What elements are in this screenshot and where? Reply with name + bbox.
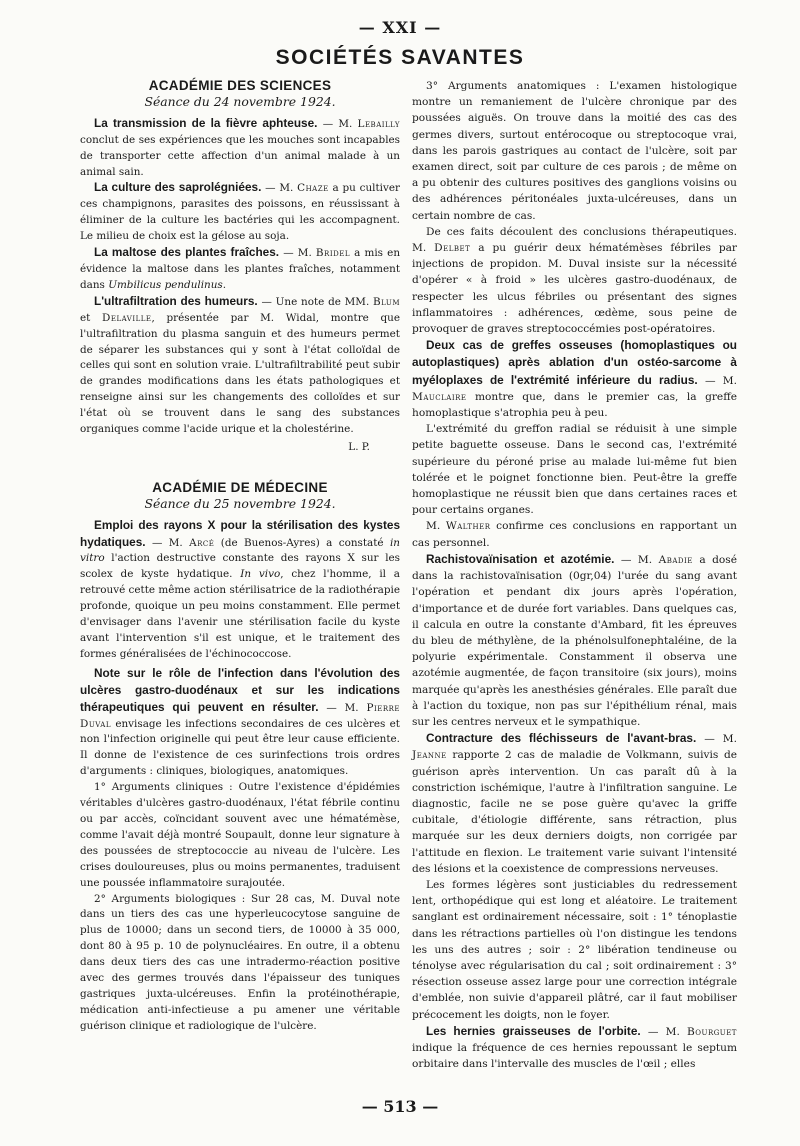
academie-medecine-heading: ACADÉMIE DE MÉDECINE — [152, 479, 328, 495]
paragraph-ultrafiltration: L'ultrafiltration des humeurs. — Une note de MM. Blum et Delaville, présentée par M. Widal, montre que l'ultrafiltration du plasma sanguin et des humeurs permet de séparer les substances qui y sont à l'état colloïdal de celles qui sont en solution vraie. L'ultrafiltrabilité peut subir de grandes modifications dans les états pathologiques et renseigne ainsi sur les changements des colloïdes et sur l'état où se trouvent dans le sang des substances organiques comme l'acide urique et la cholestérine. — [80, 293, 400, 436]
left-column — [80, 78, 400, 1035]
paragraph-hernies-graisseuses: Les hernies graisseuses de l'orbite. — M. Bourguet indique la fréquence de ces hernies repoussant le septum orbitaire dans l'intervalle des muscles de l'œil ; elles — [412, 1023, 737, 1071]
paragraph-conclusions-therapeutiques: De ces faits découlent des conclusions thérapeutiques. M. Delbet a pu guérir deux hématémèses fébriles par injections de propidon. M. Duval insiste sur la nécessité d'opérer « à froid » les ulcères gastro-duodénaux, de respecter les ulcus fébriles ou présentant des signes inflammatoires : adhérences, œdème, sous peine de provoquer de graves streptococcémies post-opératoires. — [412, 225, 737, 336]
paragraph-arguments-anatomiques: 3° Arguments anatomiques : L'examen histologique montre un remaniement de l'ulcère chronique par des poussées aiguës. On trouve dans la moitié des cas des germes divers, surtout entérocoque ou streptocoque vrai, dans les parois gastriques au contact de l'ulcère, soit par examen direct, soit par culture de ces parois ; de même on a pu obtenir des cultures positives des ganglions voisins ou des adhérences péritonéales juxta-ulcéreuses, dans un certain nombre de cas. — [412, 80, 737, 222]
paragraph-rachistovainisation: Rachistovaïnisation et azotémie. — M. Abadie a dosé dans la rachistovaïnisation (0gr,04) l'urée du sang avant l'opération et pendant dix jours après l'opération, d'importance et de durée fort variables. Dans quelques cas, il calcula en outre la constante d'Ambard, fit les épreuves du bleu de méthylène, de la phénolsulfonephtaléine, de la polyurie expérimentale. Constamment il observa une azotémie augmentée, de façon transitoire (six jours), moins marquée qu'après les anesthésies générales. Elle paraît due à l'action du toxique, non pas sur l'épithélium rénal, mais sur les centres nerveux et le sympathique. — [412, 551, 737, 728]
paragraph-arguments-cliniques: 1° Arguments cliniques : Outre l'existence d'épidémies véritables d'ulcères gastro-duodénaux, l'état fébrile continu ou par accès, coïncidant souvent avec une hématémèse, comme l'avait déjà montré Soupault, donne leur signature à des poussées de streptococcie au niveau de l'ulcère. Les crises douloureuses, plus ou moins permanentes, traduisent une poussée inflammatoire surajoutée. — [80, 781, 400, 889]
seance-date-medecine: Séance du 25 novembre 1924. — [144, 495, 336, 511]
academie-sciences-heading: ACADÉMIE DES SCIENCES — [148, 78, 332, 93]
roman-page-number: — XXI — — [358, 18, 442, 37]
paragraph-greffes-osseuses: Deux cas de greffes osseuses (homoplastiques ou autoplastiques) après ablation d'un ostéo-sarcome à myéloplaxes de l'extrémité inférieure du radius. — M. Mauclaire montre que, dans le premier cas, la greffe homoplastique s'atrophia peu à peu. — [412, 338, 737, 420]
paragraph-rayons-x: Emploi des rayons X pour la stérilisation des kystes hydatiques. — M. Arcé (de Buenos-Ayres) a constaté in vitro l'action destructive constante des rayons X sur les scolex de kyste hydatique. In vivo, chez l'homme, il a retrouvé cette même action stérilisatrice de la radiothérapie profonde, quoique un peu moins constamment. Elle permet d'envisager dans l'avenir une stérilisation facile du kyste avant l'intervention s'il est unique, et le traitement des formes généralisées de l'échinococcose. — [80, 517, 401, 660]
paragraph-fievre-aphteuse: La transmission de la fièvre aphteuse. — M. Lebailly conclut de ses expériences que les mouches sont incapables de transporter cette affection d'un animal malade à un animal sain. — [80, 115, 400, 178]
section-title: SOCIÉTÉS SAVANTES — [275, 46, 525, 69]
paragraph-greffon-radial: L'extrémité du greffon radial se réduisit à une simple petite baguette osseuse. Dans le second cas, l'extrémité supérieure du péroné prise au malade lui-même fut bien tolérée et le poignet fonctionne bien. Peut-être la greffe homoplastique ne réussit bien que dans certaines races et pour certains organes. — [412, 423, 737, 517]
signature: L. P. — [348, 440, 370, 453]
paragraph-maltose: La maltose des plantes fraîches. — M. Bridel a mis en évidence la maltose dans les plantes fraîches, notamment dans Umbilicus pendulinus. — [80, 245, 401, 291]
paragraph-contracture: Contracture des fléchisseurs de l'avant-bras. — M. Jeanne rapporte 2 cas de maladie de Volkmann, suivis de guérison après intervention. Un cas paraît dû à la constriction ischémique, l'autre à l'infiltration sanguine. Le diagnostic, facile ne se pose guère qu'avec la griffe cubitale, d'étiologie différente, sans rétraction, plus marquée sur les deux derniers doigts, non corrigée par l'attitude en flexion. Le traitement varie suivant l'intensité des lésions et la coexistence de compressions nerveuses. — [412, 731, 737, 875]
page-number: — 513 — — [361, 1097, 439, 1116]
paragraph-infection-ulceres: Note sur le rôle de l'infection dans l'évolution des ulcères gastro-duodénaux et sur les indications thérapeutiques qui peuvent en résulter. — M. Pierre Duval envisage les infections secondaires de ces ulcères et non l'infection originelle qui peut être leur cause efficiente. Il donne de l'existence de ces surinfections trois ordres d'arguments : cliniques, biologiques, anatomiques. — [80, 665, 400, 778]
paragraph-saprolegniees: La culture des saprolégniées. — M. Chaze a pu cultiver ces champignons, parasites des poissons, en réussissant à éliminer de la culture les bactéries qui les accompagnent. Le milieu de choix est la gélose au soja. — [80, 180, 400, 243]
paragraph-arguments-biologiques: 2° Arguments biologiques : Sur 28 cas, M. Duval note dans un tiers des cas une hyperleucocytose sanguine de plus de 10000; dans un second tiers, de 10000 à 35 000, dont 80 à 95 p. 10 de polynucléaires. En outre, il a obtenu dans deux tiers des cas une intradermo-réaction positive avec des germes trouvés dans l'épaisseur des tuniques gastriques juxta-ulcéreuses. Enfin la protéinothérapie, médication anti-infectieuse a pu amener une véritable guérison clinique et radiologique de l'ulcère. — [80, 892, 400, 1032]
seance-date-sciences: Séance du 24 novembre 1924. — [144, 93, 336, 109]
paragraph-formes-legeres: Les formes légères sont justiciables du redressement lent, orthopédique qui est long et aléatoire. Le traitement sanglant est ordinairement nécessaire, soit : 1° ténoplastie dans les rétractions partielles où l'on distingue les tendons les uns des autres ; soir : 2° libération tendineuse ou ténolyse avec régularisation du cal ; soit ordinairement : 3° résection osseuse assez large pour une correction intégrale d'emblée, non suivie d'appareil plâtré, car il faut mobiliser précocement les doigts, non le foyer. — [412, 878, 737, 1021]
paragraph-walther: M. Walther confirme ces conclusions en rapportant un cas personnel. — [412, 520, 737, 549]
right-column — [412, 78, 737, 1072]
